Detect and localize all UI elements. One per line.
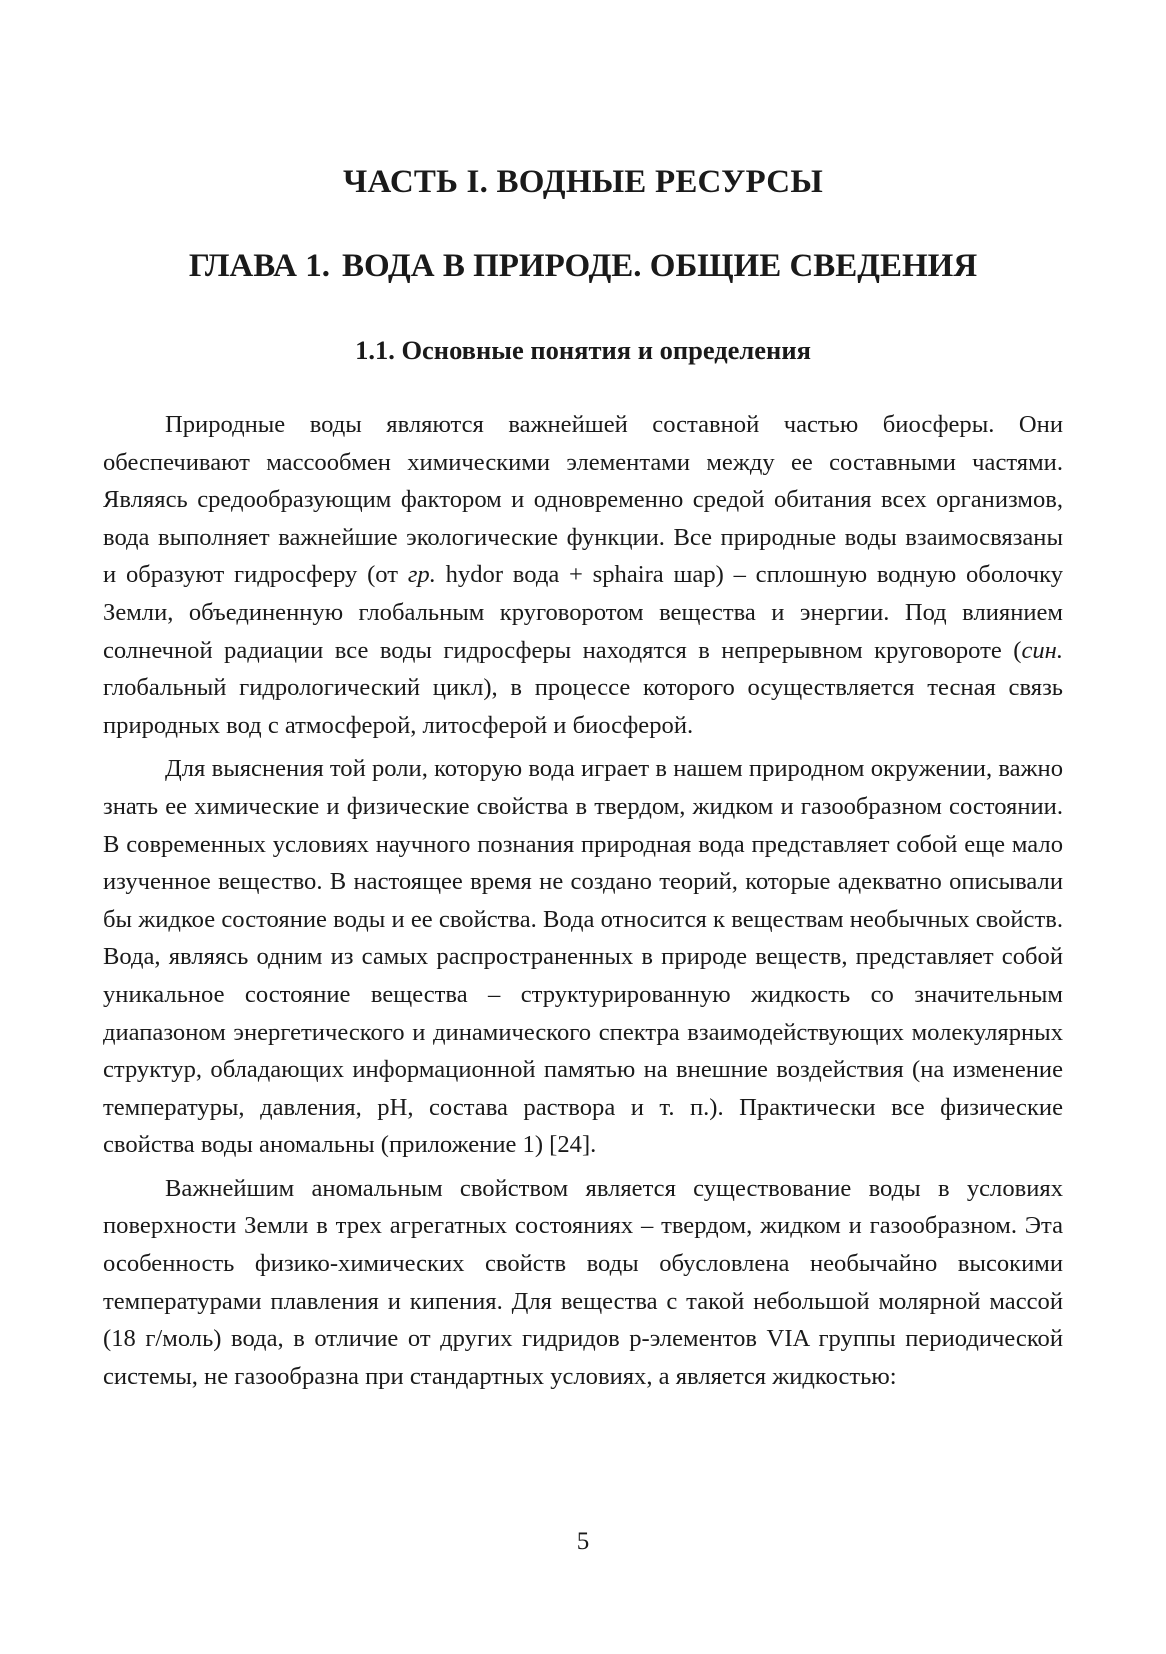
chapter-title <box>0 248 1166 285</box>
body-text <box>103 406 1063 1401</box>
chapter-label: ГЛАВА 1. <box>188 248 331 284</box>
paragraph-2: Для выяснения той роли, которую вода играет в нашем природном окружении, важно знать ее химические и физические свойства в твердом, жидком и газообразном состоянии. В современных условиях научного познания природная вода представляет собой еще мало изученное вещество. В настоящее время не создано теорий, которые адекватно описывали бы жидкое состояние воды и ее свойства. Вода относится к веществам необычных свойств. Вода, являясь одним из самых распространенных в природе веществ, представляет собой уникальное состояние вещества – структурированную жидкость со значительным диапазоном энергетического и динамического спектра взаимодействующих молекулярных структур, обладающих информационной памятью на внешние воздействия (на изменение температуры, давления, pH, состава раствора и т. п.). Практически все физические свойства воды аномальны (приложение 1) [24]. <box>103 755 1063 1159</box>
part-title: ЧАСТЬ I. ВОДНЫЕ РЕСУРСЫ <box>343 164 823 200</box>
paragraph-1-text-a: Природные воды являются важнейшей составной частью биосферы. Они обеспечивают массообмен химическими элементами между ее составными частями. Являясь средообразующим фактором и одновременно средой обитания всех организмов, вода выполняет важнейшие экологические функции. Все природные воды взаимосвязаны и образуют гидросферу (от <box>103 411 1063 589</box>
abbr-syn: син. <box>1021 636 1063 664</box>
section-title: 1.1. Основные понятия и определения <box>355 335 811 365</box>
paragraph-3: Важнейшим аномальным свойством является существование воды в условиях поверхности Земли в трех агрегатных состояниях – твердом, жидком и газообразном. Эта особенность физико-химических свойств воды обусловлена необычайно высокими температурами плавления и кипения. Для вещества с такой небольшой молярной массой (18 г/моль) вода, в отличие от других гидридов р-элементов VIA группы периодической системы, не газообразна при стандартных условиях, а является жидкостью: <box>103 1174 1063 1390</box>
paragraph-1-text-c: глобальный гидрологический цикл), в процессе которого осуществляется тесная связь природных вод с атмосферой, литосферой и биосферой. <box>103 674 1063 739</box>
page-number: 5 <box>576 1528 590 1555</box>
chapter-name: ВОДА В ПРИРОДЕ. ОБЩИЕ СВЕДЕНИЯ <box>342 248 978 284</box>
paragraph-1-text-b: hydor вода + sphaira шар) – сплошную водную оболочку Земли, объединенную глобальным круговоротом вещества и энергии. Под влиянием солнечной радиации все воды гидросферы находятся в непрерывном круговороте ( <box>103 561 1063 664</box>
abbr-gr: гр. <box>407 561 436 589</box>
paragraph-1 <box>103 406 1063 744</box>
